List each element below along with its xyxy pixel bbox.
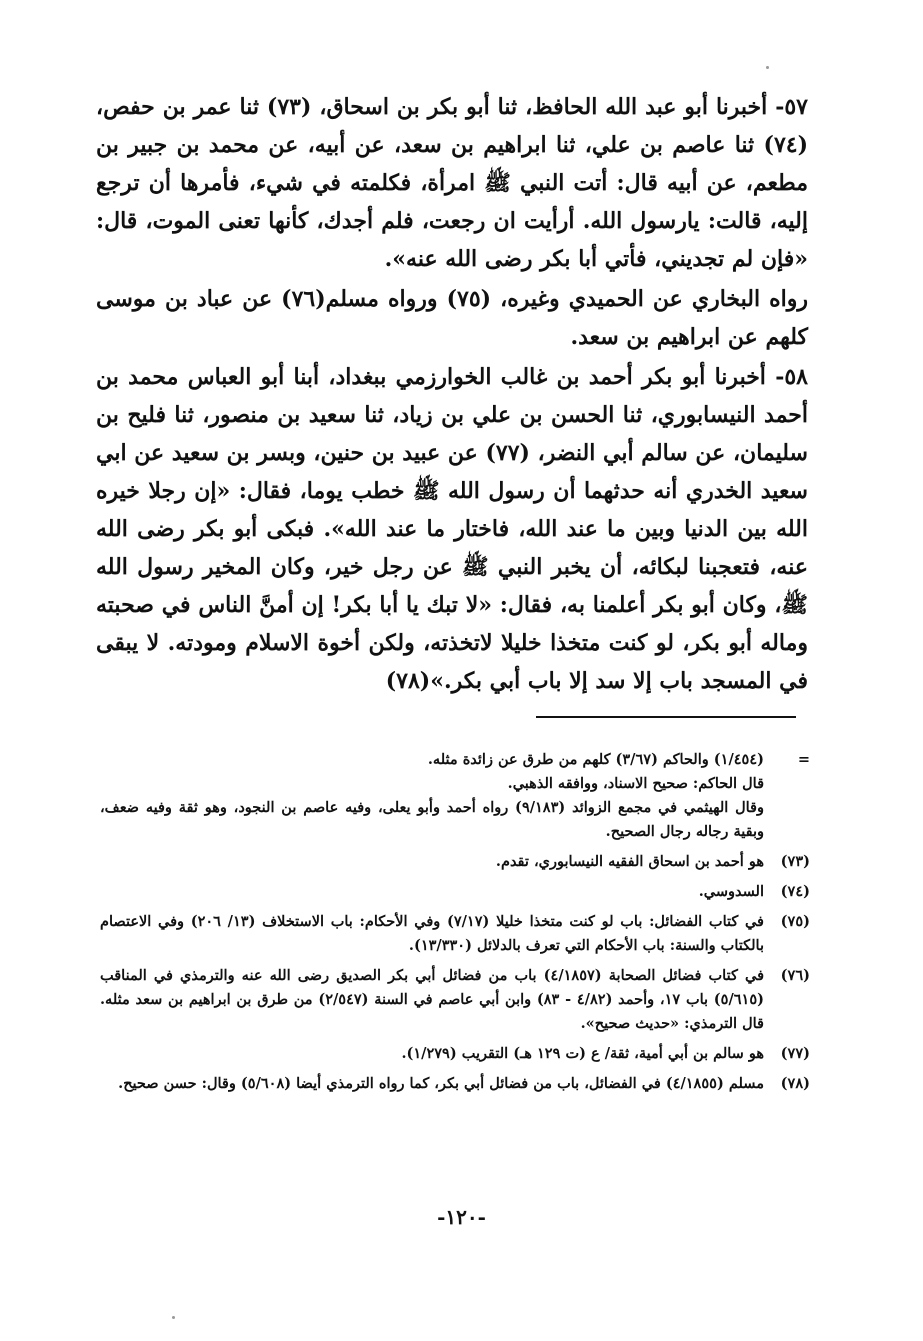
footnote-number: (٧٦) — [780, 967, 810, 984]
footnote-text: في كتاب فضائل الصحابة (٤/١٨٥٧) باب من فضائل أبي بكر الصديق رضى الله عنه والترمذي في المناقب (٥/٦١٥) باب ١٧، وأحمد (٤/٨٢ - ٨٣) وابن أبي عاصم في السنة (٢/٥٤٧) من طرق بن ابراهيم بن سعد مثله. قال الترمذي: «حديث صحيح». — [100, 967, 765, 1032]
hadith-58-paragraph: ٥٨- أخبرنا أبو بكر أحمد بن غالب الخوارزمي ببغداد، أبنا أبو العباس محمد بن أحمد النيسابوري، ثنا الحسن بن علي بن زياد، ثنا سعيد بن منصور، ثنا فليح بن سليمان، عن سالم أبي النضر، (٧٧) عن عبيد بن حنين، وبسر بن سعيد عن ابي سعيد الخدري أنه حدثهما أن رسول الله ﷺ خطب يوما، فقال: «إن رجلا خيره الله بين الدنيا وبين ما عند الله، فاختار ما عند الله». فبكى أبو بكر رضى الله عنه، فتعجبنا لبكائه، أن يخبر النبي ﷺ عن رجل خير، وكان المخير رسول الله ﷺ، وكان أبو بكر أعلمنا به، فقال: «لا تبك يا أبا بكر! إن أمنَّ الناس في صحبته وماله أبو بكر، لو كنت متخذا خليلا لاتخذته، ولكن أخوة الاسلام ومودته. لا يبقى في المسجد باب إلا سد إلا باب أبي بكر.»(٧٨) — [96, 364, 808, 694]
footnotes — [100, 748, 810, 1102]
footnote-75 — [100, 910, 810, 958]
hadith-57-paragraph: ٥٧- أخبرنا أبو عبد الله الحافظ، ثنا أبو بكر بن اسحاق، (٧٣) ثنا عمر بن حفص، (٧٤) ثنا عاصم بن علي، ثنا ابراهيم بن سعد، عن أبيه، عن محمد بن جبير بن مطعم، عن أبيه قال: أتت النبي ﷺ امرأة، فكلمته في شيء، فأمرها أن ترجع إليه، قالت: يارسول الله. أرأيت ان رجعت، فلم أجدك، كأنها تعنى الموت، قال: «فإن لم تجديني، فأتي أبا بكر رضى الله عنه». — [96, 94, 808, 272]
narration-note-paragraph: رواه البخاري عن الحميدي وغيره، (٧٥) ورواه مسلم(٧٦) عن عباد بن موسى كلهم عن ابراهيم بن سعد. — [96, 286, 809, 350]
footnote-number: (٧٥) — [780, 913, 810, 930]
scan-speck — [766, 66, 769, 69]
footnote-number: (٧٧) — [780, 1045, 810, 1062]
scan-speck — [172, 1316, 175, 1319]
footnote-text: هو سالم بن أبي أمية، ثقة/ ع (ت ١٢٩ هـ) التقريب (١/٢٧٩). — [401, 1045, 764, 1062]
footnote-line: قال الحاكم: صحيح الاسناد، ووافقه الذهبي. — [507, 775, 764, 792]
footnote-number: (٧٨) — [780, 1075, 810, 1092]
footnote-76 — [100, 964, 810, 1036]
footnote-marker: = — [797, 751, 810, 768]
footnote-separator — [536, 716, 796, 718]
footnote-line: (١/٤٥٤) والحاكم (٣/٦٧) كلهم من طرق عن زائدة مثله. — [427, 751, 764, 768]
footnote-number: (٧٣) — [780, 853, 810, 870]
footnote-77 — [100, 1042, 810, 1066]
main-text — [96, 88, 808, 702]
footnote-73 — [100, 850, 810, 874]
footnote-number: (٧٤) — [780, 883, 810, 900]
footnote-continued — [100, 748, 810, 844]
footnote-text: مسلم (٤/١٨٥٥) في الفضائل، باب من فضائل أبي بكر، كما رواه الترمذي أيضا (٥/٦٠٨) وقال: حسن صحيح. — [118, 1075, 764, 1092]
footnote-text: السدوسي. — [698, 883, 764, 900]
footnote-78 — [100, 1072, 810, 1096]
footnote-text: في كتاب الفضائل: باب لو كنت متخذا خليلا (٧/١٧) وفي الأحكام: باب الاستخلاف (١٣/ ٢٠٦) وفي الاعتصام بالكتاب والسنة: باب الأحكام التي تعرف بالدلائل (١٣/٣٣٠). — [100, 913, 764, 954]
page-number: -١٢٠- — [437, 1205, 486, 1229]
footnote-text: هو أحمد بن اسحاق الفقيه النيسابوري، تقدم. — [495, 853, 764, 870]
footnote-74 — [100, 880, 810, 904]
footnote-line: وقال الهيثمي في مجمع الزوائد (٩/١٨٣) رواه أحمد وأبو يعلى، وفيه عاصم بن النجود، وهو ثقة وفيه ضعف، وبقية رجاله رجال الصحيح. — [100, 799, 764, 840]
